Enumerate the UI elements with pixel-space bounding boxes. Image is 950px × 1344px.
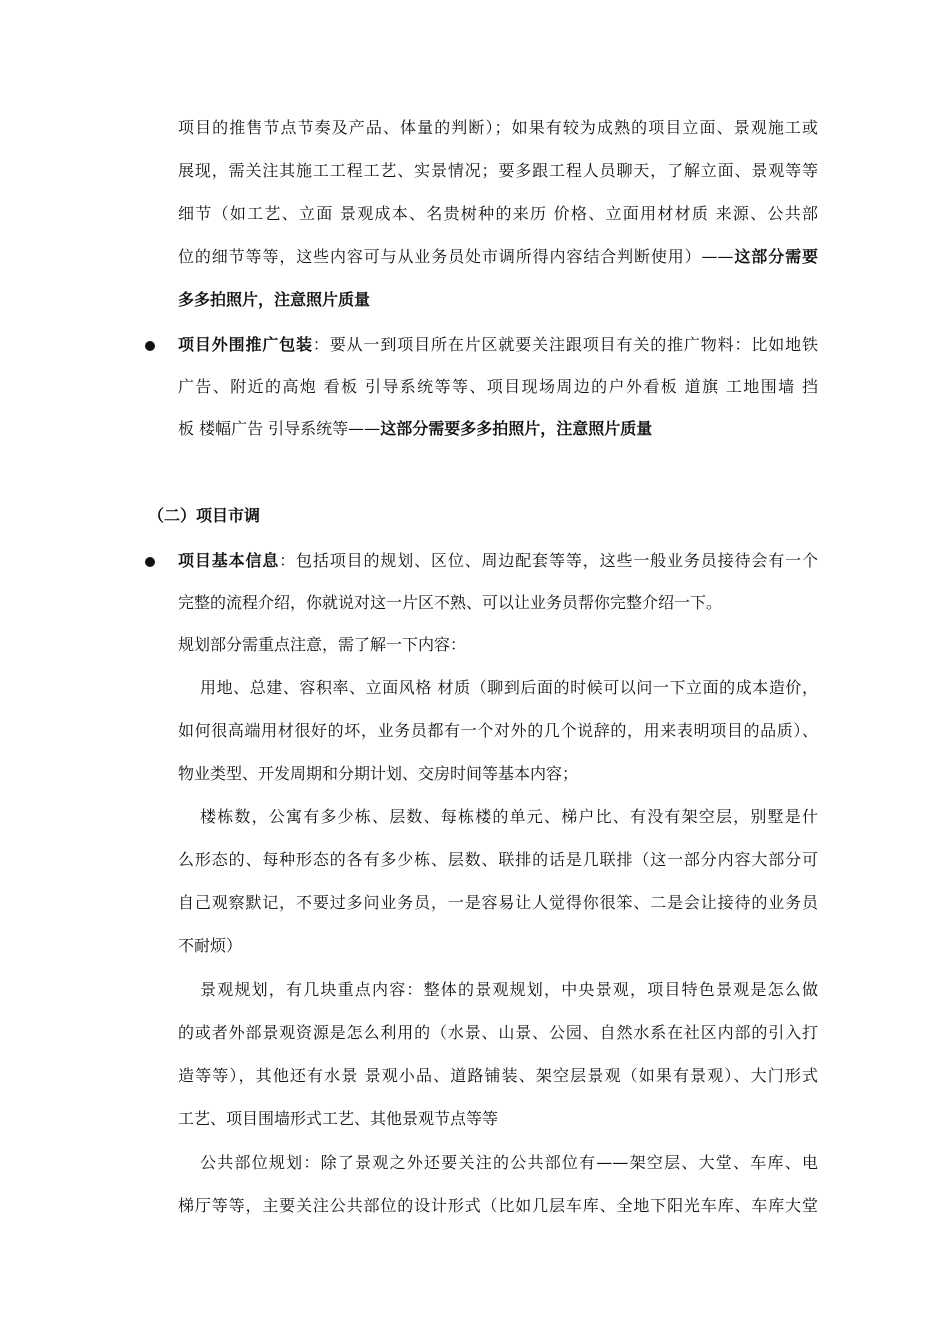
text-line <box>178 419 818 439</box>
text-run: 板 楼幅广告 引导系统等—— <box>178 419 381 438</box>
text-run: ：要从一到项目所在片区就要关注跟项目有关的推广物料：比如地铁 <box>312 335 818 354</box>
text-line <box>178 247 818 267</box>
text-line: 广告、附近的高炮 看板 引导系统等等、项目现场周边的户外看板 道旗 工地围墙 挡 <box>178 377 818 396</box>
text-run: 位的细节等等，这些内容可与从业务员处市调所得内容结合判断使用）—— <box>178 247 734 266</box>
bullet-icon <box>143 339 157 353</box>
text-line: 景观规划，有几块重点内容：整体的景观规划，中央景观，项目特色景观是怎么做 <box>200 980 818 999</box>
emphasis-text: 这部分需要 <box>733 247 818 266</box>
emphasis-line: 多多拍照片，注意照片质量 <box>178 290 371 309</box>
bullet-line <box>178 551 818 571</box>
text-line: 工艺、项目围墙形式工艺、其他景观节点等等 <box>178 1109 499 1128</box>
text-line: 细节（如工艺、立面 景观成本、名贵树种的来历 价格、立面用材材质 来源、公共部 <box>178 204 818 223</box>
text-run: ：包括项目的规划、区位、周边配套等等，这些一般业务员接待会有一个 <box>279 551 818 570</box>
text-line: 物业类型、开发周期和分期计划、交房时间等基本内容； <box>178 764 579 783</box>
text-line: 如何很高端用材很好的坏，业务员都有一个对外的几个说辞的，用来表明项目的品质）、 <box>178 721 818 740</box>
bullet-title: 项目基本信息 <box>178 551 280 570</box>
text-line: 造等等），其他还有水景 景观小品、道路铺装、架空层景观（如果有景观）、大门形式 <box>178 1066 818 1085</box>
text-line: 完整的流程介绍，你就说对这一片区不熟、可以让业务员帮你完整介绍一下。 <box>178 593 723 612</box>
text-line: 么形态的、每种形态的各有多少栋、层数、联排的话是几联排（这一部分内容大部分可 <box>178 850 818 869</box>
text-line: 不耐烦） <box>178 936 243 955</box>
text-line: 楼栋数，公寓有多少栋、层数、每栋楼的单元、梯户比、有没有架空层，别墅是什 <box>200 807 818 826</box>
text-line: 公共部位规划：除了景观之外还要关注的公共部位有——架空层、大堂、车库、电 <box>200 1153 818 1172</box>
text-line: 规划部分需重点注意，需了解一下内容： <box>178 635 467 654</box>
text-line: 的或者外部景观资源是怎么利用的（水景、山景、公园、自然水系在社区内部的引入打 <box>178 1023 818 1042</box>
emphasis-text: 这部分需要多多拍照片，注意照片质量 <box>380 419 653 438</box>
bullet-icon <box>143 555 157 569</box>
bullet-line <box>178 335 818 355</box>
bullet-title: 项目外围推广包装 <box>178 335 313 354</box>
text-line: 项目的推售节点节奏及产品、体量的判断）；如果有较为成熟的项目立面、景观施工或 <box>178 118 818 137</box>
text-line: 展现，需关注其施工工程工艺、实景情况；要多跟工程人员聊天，了解立面、景观等等 <box>178 161 818 180</box>
section-heading: （二）项目市调 <box>148 506 261 525</box>
text-line: 梯厅等等，主要关注公共部位的设计形式（比如几层车库、全地下阳光车库、车库大堂 <box>178 1196 818 1215</box>
text-line: 自己观察默记，不要过多问业务员，一是容易让人觉得你很笨、二是会让接待的业务员 <box>178 893 818 912</box>
text-line: 用地、总建、容积率、立面风格 材质（聊到后面的时候可以问一下立面的成本造价， <box>200 678 818 697</box>
